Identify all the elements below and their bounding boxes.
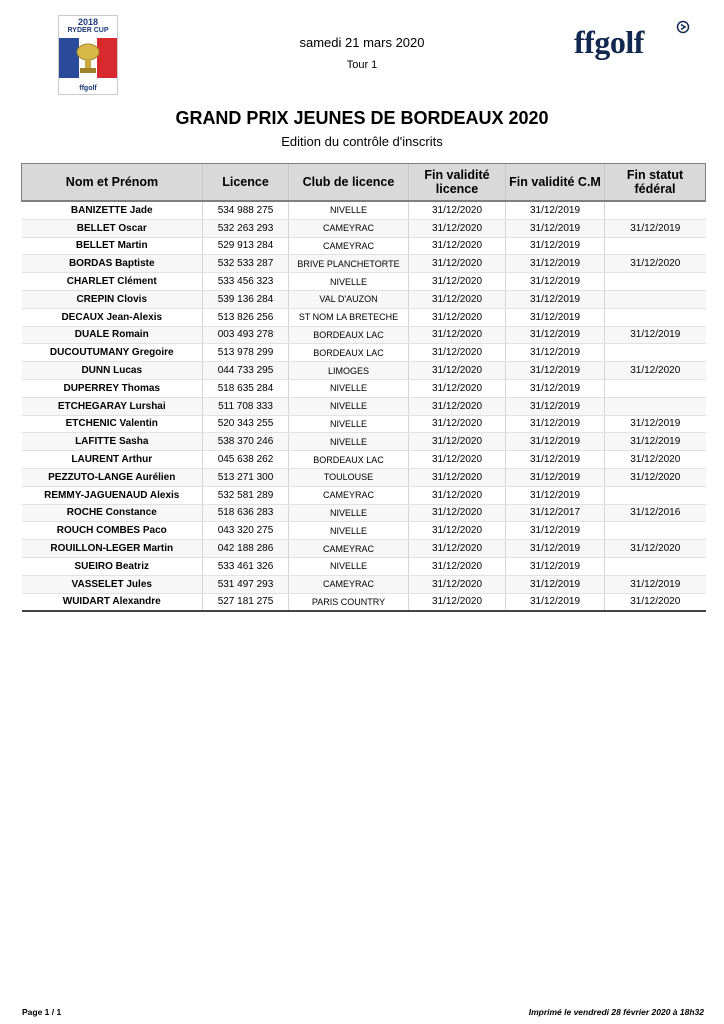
medical-expiry: 31/12/2019 <box>506 540 605 558</box>
medical-expiry: 31/12/2019 <box>506 575 605 593</box>
licence-number: 539 136 284 <box>203 290 289 308</box>
col-header-fin-cm: Fin validité C.M <box>506 164 605 202</box>
player-name: DUNN Lucas <box>22 362 203 380</box>
club-name: CAMEYRAC <box>289 540 409 558</box>
licence-number: 532 263 293 <box>203 219 289 237</box>
table-row <box>22 308 706 326</box>
club-name: NIVELLE <box>289 504 409 522</box>
licence-expiry: 31/12/2020 <box>409 415 506 433</box>
licence-expiry: 31/12/2020 <box>409 326 506 344</box>
status-expiry: 31/12/2020 <box>605 593 706 611</box>
medical-expiry: 31/12/2019 <box>506 433 605 451</box>
club-name: BORDEAUX LAC <box>289 344 409 362</box>
table-row <box>22 522 706 540</box>
licence-number: 532 581 289 <box>203 486 289 504</box>
col-header-licence: Licence <box>203 164 289 202</box>
table-body <box>22 201 706 611</box>
print-timestamp: Imprimé le vendredi 28 février 2020 à 18h32 <box>528 1007 704 1017</box>
player-name: ROUCH COMBES Paco <box>22 522 203 540</box>
licence-expiry: 31/12/2020 <box>409 486 506 504</box>
club-name: NIVELLE <box>289 557 409 575</box>
club-name: CAMEYRAC <box>289 486 409 504</box>
licence-expiry: 31/12/2020 <box>409 255 506 273</box>
player-name: DECAUX Jean-Alexis <box>22 308 203 326</box>
player-name: BORDAS Baptiste <box>22 255 203 273</box>
licence-number: 538 370 246 <box>203 433 289 451</box>
table-row <box>22 344 706 362</box>
status-expiry <box>605 201 706 219</box>
player-name: DUALE Romain <box>22 326 203 344</box>
medical-expiry: 31/12/2019 <box>506 290 605 308</box>
licence-number: 518 635 284 <box>203 379 289 397</box>
col-header-name: Nom et Prénom <box>22 164 203 202</box>
event-date: samedi 21 mars 2020 <box>299 35 425 50</box>
medical-expiry: 31/12/2019 <box>506 201 605 219</box>
licence-number: 044 733 295 <box>203 362 289 380</box>
registrations-table <box>21 163 706 612</box>
licence-expiry: 31/12/2020 <box>409 575 506 593</box>
club-name: CAMEYRAC <box>289 237 409 255</box>
licence-expiry: 31/12/2020 <box>409 557 506 575</box>
licence-number: 043 320 275 <box>203 522 289 540</box>
club-name: NIVELLE <box>289 273 409 291</box>
medical-expiry: 31/12/2019 <box>506 522 605 540</box>
player-name: ROCHE Constance <box>22 504 203 522</box>
table-row <box>22 433 706 451</box>
player-name: ETCHENIC Valentin <box>22 415 203 433</box>
club-name: NIVELLE <box>289 397 409 415</box>
col-header-club: Club de licence <box>289 164 409 202</box>
club-name: VAL D'AUZON <box>289 290 409 308</box>
licence-number: 533 456 323 <box>203 273 289 291</box>
licence-number: 529 913 284 <box>203 237 289 255</box>
table-row <box>22 362 706 380</box>
status-expiry: 31/12/2019 <box>605 433 706 451</box>
status-expiry <box>605 379 706 397</box>
status-expiry <box>605 308 706 326</box>
status-expiry: 31/12/2020 <box>605 540 706 558</box>
table-row <box>22 504 706 522</box>
status-expiry: 31/12/2020 <box>605 362 706 380</box>
status-expiry: 31/12/2019 <box>605 219 706 237</box>
player-name: VASSELET Jules <box>22 575 203 593</box>
event-round: Tour 1 <box>346 59 378 71</box>
medical-expiry: 31/12/2019 <box>506 486 605 504</box>
medical-expiry: 31/12/2019 <box>506 362 605 380</box>
club-name: LIMOGES <box>289 362 409 380</box>
medical-expiry: 31/12/2019 <box>506 451 605 469</box>
table-row <box>22 557 706 575</box>
registered-mark-icon <box>676 20 690 34</box>
licence-number: 511 708 333 <box>203 397 289 415</box>
club-name: TOULOUSE <box>289 468 409 486</box>
player-name: BANIZETTE Jade <box>22 201 203 219</box>
player-name: PEZZUTO-LANGE Aurélien <box>22 468 203 486</box>
table-row <box>22 540 706 558</box>
ryder-cup-name: RYDER CUP <box>67 27 109 34</box>
status-expiry <box>605 237 706 255</box>
licence-number: 520 343 255 <box>203 415 289 433</box>
table-row <box>22 593 706 611</box>
ryder-ffgolf-label: ffgolf <box>79 85 97 92</box>
status-expiry <box>605 557 706 575</box>
licence-number: 513 978 299 <box>203 344 289 362</box>
table-header-row <box>22 164 706 202</box>
licence-expiry: 31/12/2020 <box>409 273 506 291</box>
status-expiry: 31/12/2019 <box>605 326 706 344</box>
licence-expiry: 31/12/2020 <box>409 540 506 558</box>
table-row <box>22 397 706 415</box>
licence-number: 531 497 293 <box>203 575 289 593</box>
licence-number: 003 493 278 <box>203 326 289 344</box>
player-name: SUEIRO Beatriz <box>22 557 203 575</box>
status-expiry: 31/12/2019 <box>605 415 706 433</box>
licence-expiry: 31/12/2020 <box>409 593 506 611</box>
medical-expiry: 31/12/2019 <box>506 379 605 397</box>
col-header-fin-statut: Fin statut fédéral <box>605 164 706 202</box>
licence-expiry: 31/12/2020 <box>409 504 506 522</box>
player-name: CREPIN Clovis <box>22 290 203 308</box>
table-row <box>22 255 706 273</box>
club-name: ST NOM LA BRETECHE <box>289 308 409 326</box>
status-expiry <box>605 344 706 362</box>
licence-expiry: 31/12/2020 <box>409 344 506 362</box>
licence-number: 513 826 256 <box>203 308 289 326</box>
table-row <box>22 326 706 344</box>
licence-expiry: 31/12/2020 <box>409 308 506 326</box>
status-expiry: 31/12/2020 <box>605 255 706 273</box>
club-name: PARIS COUNTRY <box>289 593 409 611</box>
ffgolf-logo-text: ffgolf <box>574 24 644 60</box>
page-number: Page 1 / 1 <box>22 1007 62 1017</box>
table-row <box>22 468 706 486</box>
medical-expiry: 31/12/2019 <box>506 557 605 575</box>
col-header-fin-licence: Fin validité licence <box>409 164 506 202</box>
table-row <box>22 273 706 291</box>
table-row <box>22 486 706 504</box>
licence-expiry: 31/12/2020 <box>409 290 506 308</box>
licence-expiry: 31/12/2020 <box>409 451 506 469</box>
club-name: NIVELLE <box>289 379 409 397</box>
table-row <box>22 415 706 433</box>
table-row <box>22 575 706 593</box>
page-subtitle: Edition du contrôle d'inscrits <box>281 134 443 149</box>
licence-number: 042 188 286 <box>203 540 289 558</box>
table-row <box>22 237 706 255</box>
player-name: DUCOUTUMANY Gregoire <box>22 344 203 362</box>
licence-number: 518 636 283 <box>203 504 289 522</box>
licence-number: 045 638 262 <box>203 451 289 469</box>
status-expiry <box>605 290 706 308</box>
player-name: LAURENT Arthur <box>22 451 203 469</box>
status-expiry <box>605 522 706 540</box>
licence-expiry: 31/12/2020 <box>409 397 506 415</box>
medical-expiry: 31/12/2019 <box>506 415 605 433</box>
table-row <box>22 379 706 397</box>
player-name: DUPERREY Thomas <box>22 379 203 397</box>
medical-expiry: 31/12/2017 <box>506 504 605 522</box>
status-expiry: 31/12/2020 <box>605 468 706 486</box>
player-name: CHARLET Clément <box>22 273 203 291</box>
licence-expiry: 31/12/2020 <box>409 201 506 219</box>
medical-expiry: 31/12/2019 <box>506 344 605 362</box>
medical-expiry: 31/12/2019 <box>506 237 605 255</box>
licence-number: 534 988 275 <box>203 201 289 219</box>
status-expiry <box>605 273 706 291</box>
club-name: BORDEAUX LAC <box>289 451 409 469</box>
licence-number: 513 271 300 <box>203 468 289 486</box>
player-name: ROUILLON-LEGER Martin <box>22 540 203 558</box>
table-row <box>22 219 706 237</box>
club-name: BRIVE PLANCHETORTE <box>289 255 409 273</box>
club-name: CAMEYRAC <box>289 575 409 593</box>
medical-expiry: 31/12/2019 <box>506 397 605 415</box>
status-expiry <box>605 397 706 415</box>
medical-expiry: 31/12/2019 <box>506 219 605 237</box>
table-row <box>22 451 706 469</box>
club-name: NIVELLE <box>289 522 409 540</box>
licence-number: 527 181 275 <box>203 593 289 611</box>
licence-expiry: 31/12/2020 <box>409 433 506 451</box>
ryder-cup-logo <box>58 15 118 95</box>
player-name: LAFITTE Sasha <box>22 433 203 451</box>
player-name: BELLET Oscar <box>22 219 203 237</box>
status-expiry <box>605 486 706 504</box>
licence-expiry: 31/12/2020 <box>409 379 506 397</box>
licence-expiry: 31/12/2020 <box>409 237 506 255</box>
table-row <box>22 201 706 219</box>
medical-expiry: 31/12/2019 <box>506 593 605 611</box>
status-expiry: 31/12/2016 <box>605 504 706 522</box>
player-name: REMMY-JAGUENAUD Alexis <box>22 486 203 504</box>
page-title: GRAND PRIX JEUNES DE BORDEAUX 2020 <box>175 108 549 128</box>
status-expiry: 31/12/2020 <box>605 451 706 469</box>
medical-expiry: 31/12/2019 <box>506 468 605 486</box>
licence-number: 533 461 326 <box>203 557 289 575</box>
club-name: NIVELLE <box>289 415 409 433</box>
club-name: NIVELLE <box>289 433 409 451</box>
licence-expiry: 31/12/2020 <box>409 468 506 486</box>
status-expiry: 31/12/2019 <box>605 575 706 593</box>
licence-expiry: 31/12/2020 <box>409 219 506 237</box>
licence-expiry: 31/12/2020 <box>409 522 506 540</box>
player-name: WUIDART Alexandre <box>22 593 203 611</box>
club-name: CAMEYRAC <box>289 219 409 237</box>
table-row <box>22 290 706 308</box>
player-name: ETCHEGARAY Lurshai <box>22 397 203 415</box>
player-name: BELLET Martin <box>22 237 203 255</box>
medical-expiry: 31/12/2019 <box>506 273 605 291</box>
licence-number: 532 533 287 <box>203 255 289 273</box>
medical-expiry: 31/12/2019 <box>506 308 605 326</box>
club-name: BORDEAUX LAC <box>289 326 409 344</box>
licence-expiry: 31/12/2020 <box>409 362 506 380</box>
ryder-cup-year: 2018 <box>77 17 99 27</box>
ffgolf-logo <box>574 24 644 61</box>
medical-expiry: 31/12/2019 <box>506 255 605 273</box>
medical-expiry: 31/12/2019 <box>506 326 605 344</box>
club-name: NIVELLE <box>289 201 409 219</box>
